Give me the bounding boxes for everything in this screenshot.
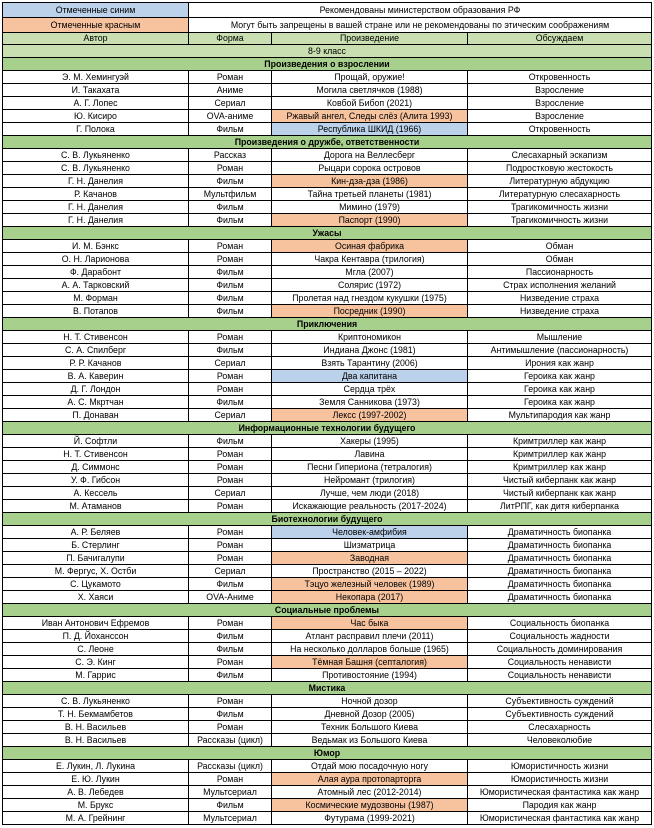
author-cell: С. В. Лукьяненко — [3, 149, 189, 162]
table-row — [2, 708, 652, 721]
table-row — [2, 123, 652, 136]
form-cell: Роман — [189, 474, 272, 487]
form-cell: Роман — [189, 331, 272, 344]
discuss-cell: Обман — [468, 253, 652, 266]
form-cell: Фильм — [189, 708, 272, 721]
work-cell: Техник Большого Киева — [272, 721, 468, 734]
table-row — [2, 149, 652, 162]
table-row — [2, 175, 652, 188]
work-cell: Рыцари сорока островов — [272, 162, 468, 175]
form-cell: Роман — [189, 461, 272, 474]
author-cell: Д. Симмонс — [3, 461, 189, 474]
discuss-cell: Субъективность суждений — [468, 695, 652, 708]
table-row — [2, 71, 652, 84]
author-cell: М. Фергус, Х. Остби — [3, 565, 189, 578]
author-cell: М. Форман — [3, 292, 189, 305]
discuss-cell: Чистый киберпанк как жанр — [468, 487, 652, 500]
work-cell: Пролетая над гнездом кукушки (1975) — [272, 292, 468, 305]
form-cell: Мультфильм — [189, 188, 272, 201]
author-cell: Н. Т. Стивенсон — [3, 448, 189, 461]
author-cell: В. А. Каверин — [3, 370, 189, 383]
work-cell: Лучше, чем люди (2018) — [272, 487, 468, 500]
work-cell: Посредник (1990) — [272, 305, 468, 318]
table-row — [2, 591, 652, 604]
table-row — [2, 396, 652, 409]
author-cell: А. С. Мкртчан — [3, 396, 189, 409]
work-cell: Индиана Джонс (1981) — [272, 344, 468, 357]
work-cell: Противостояние (1994) — [272, 669, 468, 682]
author-cell: Г. Н. Данелия — [3, 214, 189, 227]
form-cell: Фильм — [189, 266, 272, 279]
section-header: Мистика — [2, 682, 652, 695]
work-cell: Человек-амфибия — [272, 526, 468, 539]
table-row — [2, 786, 652, 799]
author-cell: О. Н. Ларионова — [3, 253, 189, 266]
author-cell: С. В. Лукьяненко — [3, 695, 189, 708]
author-cell: С. Э. Кинг — [3, 656, 189, 669]
author-cell: Иван Антонович Ефремов — [3, 617, 189, 630]
discuss-cell: Социальность жадности — [468, 630, 652, 643]
section-header: Юмор — [2, 747, 652, 760]
author-cell: А. Р. Беляев — [3, 526, 189, 539]
work-cell: Атлант расправил плечи (2011) — [272, 630, 468, 643]
table-row — [2, 617, 652, 630]
table-row — [2, 461, 652, 474]
discuss-cell: Драматичность биопанка — [468, 526, 652, 539]
form-cell: Роман — [189, 370, 272, 383]
discuss-cell: Юмористическая фантастика как жанр — [468, 812, 652, 825]
author-cell: П. Д. Йохансcон — [3, 630, 189, 643]
discuss-cell: Кримтриллер как жанр — [468, 461, 652, 474]
table-row — [2, 344, 652, 357]
table-row — [2, 474, 652, 487]
discuss-cell: Слесахарность — [468, 721, 652, 734]
work-cell: Ржавый ангел, Следы слёз (Алита 1993) — [272, 110, 468, 123]
work-cell: Ведьмак из Большого Киева — [272, 734, 468, 747]
table-row — [2, 721, 652, 734]
discuss-cell: Литературную слесахарность — [468, 188, 652, 201]
work-cell: Сердца трёх — [272, 383, 468, 396]
table-row — [2, 305, 652, 318]
author-cell: Б. Стерлинг — [3, 539, 189, 552]
discuss-cell: Низведение страха — [468, 292, 652, 305]
author-cell: Д. Г. Лондон — [3, 383, 189, 396]
discuss-cell: Трагикомичность жизни — [468, 201, 652, 214]
form-cell: Фильм — [189, 799, 272, 812]
discuss-cell: Социальность ненависти — [468, 656, 652, 669]
form-cell: Рассказы (цикл) — [189, 734, 272, 747]
author-cell: М. Брукс — [3, 799, 189, 812]
author-cell: А. Кессель — [3, 487, 189, 500]
form-cell: OVA-Аниме — [189, 591, 272, 604]
work-cell: Кин-дза-дза (1986) — [272, 175, 468, 188]
discuss-cell: Драматичность биопанка — [468, 552, 652, 565]
author-cell: У. Ф. Гибсон — [3, 474, 189, 487]
work-cell: Шизматрица — [272, 539, 468, 552]
table-row — [2, 552, 652, 565]
work-cell: Тайна третьей планеты (1981) — [272, 188, 468, 201]
discuss-cell: Мультипародия как жанр — [468, 409, 652, 422]
discuss-cell: Откровенность — [468, 123, 652, 136]
author-cell: Р. Р. Качанов — [3, 357, 189, 370]
discuss-cell: Литературную абдукцию — [468, 175, 652, 188]
form-cell: Фильм — [189, 305, 272, 318]
form-cell: Фильм — [189, 669, 272, 682]
author-cell: А. Г. Лопес — [3, 97, 189, 110]
discuss-cell: Юмористичность жизни — [468, 760, 652, 773]
author-cell: С. В. Лукьяненко — [3, 162, 189, 175]
table-row — [2, 162, 652, 175]
author-cell: А. В. Лебедев — [3, 786, 189, 799]
work-cell: Ковбой Бибоп (2021) — [272, 97, 468, 110]
work-cell: Час быка — [272, 617, 468, 630]
form-cell: Сериал — [189, 97, 272, 110]
work-cell: Заводная — [272, 552, 468, 565]
reading-list-sheet — [2, 2, 652, 825]
table-row — [2, 383, 652, 396]
table-row — [2, 695, 652, 708]
work-cell: Два капитана — [272, 370, 468, 383]
table-row — [2, 110, 652, 123]
form-cell: Мультсериал — [189, 812, 272, 825]
table-row — [2, 253, 652, 266]
section-header: Биотехнологии будущего — [2, 513, 652, 526]
work-cell: Дорога на Веллесберг — [272, 149, 468, 162]
discuss-cell: Взросление — [468, 110, 652, 123]
author-cell: Э. М. Хемингуэй — [3, 71, 189, 84]
discuss-cell: Слесахарный эскапизм — [468, 149, 652, 162]
author-cell: Г. Н. Данелия — [3, 175, 189, 188]
work-cell: Тёмная Башня (септалогия) — [272, 656, 468, 669]
discuss-cell: Драматичность биопанка — [468, 578, 652, 591]
table-row — [2, 357, 652, 370]
form-cell: Фильм — [189, 279, 272, 292]
table-row — [2, 643, 652, 656]
author-cell: П. Бачигалупи — [3, 552, 189, 565]
form-cell: Мультсериал — [189, 786, 272, 799]
table-row — [2, 500, 652, 513]
form-cell: Фильм — [189, 344, 272, 357]
form-cell: Фильм — [189, 435, 272, 448]
form-cell: Рассказы (цикл) — [189, 760, 272, 773]
discuss-cell: Героика как жанр — [468, 396, 652, 409]
form-cell: Роман — [189, 500, 272, 513]
form-cell: Сериал — [189, 565, 272, 578]
work-cell: Алая аура протопарторга — [272, 773, 468, 786]
discuss-cell: Героика как жанр — [468, 383, 652, 396]
grade-row: 8-9 класс — [2, 45, 652, 58]
work-cell: Искажающие реальность (2017-2024) — [272, 500, 468, 513]
discuss-cell: Субъективность суждений — [468, 708, 652, 721]
discuss-cell: Подростковую жестокость — [468, 162, 652, 175]
section-header: Информационные технологии будущего — [2, 422, 652, 435]
discuss-cell: Ирония как жанр — [468, 357, 652, 370]
work-cell: Космические мудозвоны (1987) — [272, 799, 468, 812]
work-cell: На несколько долларов больше (1965) — [272, 643, 468, 656]
table-row — [2, 97, 652, 110]
column-header-discuss: Обсуждаем — [468, 33, 652, 45]
form-cell: Роман — [189, 448, 272, 461]
form-cell: Роман — [189, 617, 272, 630]
work-cell: Мгла (2007) — [272, 266, 468, 279]
author-cell: Х. Хаяси — [3, 591, 189, 604]
form-cell: Роман — [189, 71, 272, 84]
work-cell: Республика ШКИД (1966) — [272, 123, 468, 136]
work-cell: Тэцуо железный человек (1989) — [272, 578, 468, 591]
author-cell: П. Донаван — [3, 409, 189, 422]
discuss-cell: Кримтриллер как жанр — [468, 435, 652, 448]
discuss-cell: Социальность доминирования — [468, 643, 652, 656]
form-cell: Фильм — [189, 201, 272, 214]
author-cell: Е. Лукин, Л. Лукина — [3, 760, 189, 773]
discuss-cell: Взросление — [468, 97, 652, 110]
author-cell: И. Такахата — [3, 84, 189, 97]
form-cell: Аниме — [189, 84, 272, 97]
form-cell: Роман — [189, 656, 272, 669]
author-cell: Е. Ю. Лукин — [3, 773, 189, 786]
author-cell: С. Цукамото — [3, 578, 189, 591]
work-cell: Паспорт (1990) — [272, 214, 468, 227]
work-cell: Мимино (1979) — [272, 201, 468, 214]
form-cell: Фильм — [189, 214, 272, 227]
section-header: Произведения о взрослении — [2, 58, 652, 71]
discuss-cell: Социальность ненависти — [468, 669, 652, 682]
discuss-cell: Чистый киберпанк как жанр — [468, 474, 652, 487]
table-row — [2, 656, 652, 669]
column-header-work: Произведение — [272, 33, 468, 45]
author-cell: В. Н. Васильев — [3, 734, 189, 747]
work-cell: Прощай, оружие! — [272, 71, 468, 84]
author-cell: Ф. Дарабонт — [3, 266, 189, 279]
discuss-cell: Драматичность биопанка — [468, 565, 652, 578]
form-cell: Роман — [189, 253, 272, 266]
section-header: Социальные проблемы — [2, 604, 652, 617]
table-row — [2, 760, 652, 773]
author-cell: М. А. Грейнинг — [3, 812, 189, 825]
column-header-row — [2, 33, 652, 45]
author-cell: В. Потапов — [3, 305, 189, 318]
work-cell: Лексс (1997-2002) — [272, 409, 468, 422]
table-row — [2, 279, 652, 292]
work-cell: Лавина — [272, 448, 468, 461]
table-row — [2, 578, 652, 591]
table-row — [2, 266, 652, 279]
section-header: Произведения о дружбе, ответственности — [2, 136, 652, 149]
author-cell: Н. Т. Стивенсон — [3, 331, 189, 344]
author-cell: А. А. Тарковский — [3, 279, 189, 292]
table-row — [2, 84, 652, 97]
table-row — [2, 799, 652, 812]
form-cell: Фильм — [189, 123, 272, 136]
work-cell: Отдай мою посадочную ногу — [272, 760, 468, 773]
table-body — [2, 58, 652, 825]
form-cell: Фильм — [189, 630, 272, 643]
column-header-author: Автор — [3, 33, 189, 45]
discuss-cell: Страх исполнения желаний — [468, 279, 652, 292]
table-row — [2, 565, 652, 578]
table-row — [2, 370, 652, 383]
form-cell: Роман — [189, 773, 272, 786]
form-cell: Сериал — [189, 357, 272, 370]
discuss-cell: ЛитРПГ, как дитя киберпанка — [468, 500, 652, 513]
discuss-cell: Героика как жанр — [468, 370, 652, 383]
table-row — [2, 448, 652, 461]
section-header: Приключения — [2, 318, 652, 331]
form-cell: Роман — [189, 162, 272, 175]
form-cell: Роман — [189, 539, 272, 552]
discuss-cell: Пассионарность — [468, 266, 652, 279]
legend-blue-key: Отмеченные синим — [3, 3, 189, 18]
form-cell: Сериал — [189, 409, 272, 422]
discuss-cell: Мышление — [468, 331, 652, 344]
table-row — [2, 734, 652, 747]
form-cell: Фильм — [189, 175, 272, 188]
legend-row-red — [2, 18, 652, 33]
table-row — [2, 240, 652, 253]
work-cell: Хакеры (1995) — [272, 435, 468, 448]
discuss-cell: Человеколюбие — [468, 734, 652, 747]
table-row — [2, 669, 652, 682]
author-cell: С. А. Спилберг — [3, 344, 189, 357]
author-cell: М. Атаманов — [3, 500, 189, 513]
legend-blue-value: Рекомендованы министерством образования РФ — [189, 3, 652, 18]
work-cell: Солярис (1972) — [272, 279, 468, 292]
form-cell: Роман — [189, 383, 272, 396]
discuss-cell: Обман — [468, 240, 652, 253]
table-row — [2, 292, 652, 305]
form-cell: OVA-аниме — [189, 110, 272, 123]
table-row — [2, 331, 652, 344]
discuss-cell: Взросление — [468, 84, 652, 97]
work-cell: Дневной Дозор (2005) — [272, 708, 468, 721]
author-cell: Р. Качанов — [3, 188, 189, 201]
form-cell: Фильм — [189, 396, 272, 409]
author-cell: Г. Полока — [3, 123, 189, 136]
form-cell: Роман — [189, 526, 272, 539]
work-cell: Ночной дозор — [272, 695, 468, 708]
column-header-form: Форма — [189, 33, 272, 45]
legend-red-key: Отмеченные красным — [3, 18, 189, 33]
author-cell: Ю. Кисиро — [3, 110, 189, 123]
work-cell: Земля Санникова (1973) — [272, 396, 468, 409]
work-cell: Песни Гипериона (тетралогия) — [272, 461, 468, 474]
table-row — [2, 409, 652, 422]
table-row — [2, 487, 652, 500]
form-cell: Роман — [189, 721, 272, 734]
work-cell: Осиная фабрика — [272, 240, 468, 253]
discuss-cell: Откровенность — [468, 71, 652, 84]
discuss-cell: Низведение страха — [468, 305, 652, 318]
author-cell: Й. Софтли — [3, 435, 189, 448]
table-row — [2, 201, 652, 214]
form-cell: Роман — [189, 240, 272, 253]
work-cell: Пространство (2015 – 2022) — [272, 565, 468, 578]
table-row — [2, 188, 652, 201]
author-cell: Т. Н. Бекмамбетов — [3, 708, 189, 721]
discuss-cell: Юмористичность жизни — [468, 773, 652, 786]
discuss-cell: Антимышление (пассионарность) — [468, 344, 652, 357]
work-cell: Нейромант (трилогия) — [272, 474, 468, 487]
form-cell: Роман — [189, 695, 272, 708]
table-row — [2, 214, 652, 227]
discuss-cell: Пародия как жанр — [468, 799, 652, 812]
discuss-cell: Юмористическая фантастика как жанр — [468, 786, 652, 799]
work-cell: Криптономикон — [272, 331, 468, 344]
table-row — [2, 773, 652, 786]
author-cell: С. Леоне — [3, 643, 189, 656]
table-row — [2, 812, 652, 825]
discuss-cell: Драматичность биопанка — [468, 539, 652, 552]
author-cell: Г. Н. Данелия — [3, 201, 189, 214]
work-cell: Атомный лес (2012-2014) — [272, 786, 468, 799]
discuss-cell: Социальность биопанка — [468, 617, 652, 630]
form-cell: Фильм — [189, 292, 272, 305]
form-cell: Фильм — [189, 578, 272, 591]
discuss-cell: Трагикомичность жизни — [468, 214, 652, 227]
work-cell: Футурама (1999-2021) — [272, 812, 468, 825]
form-cell: Роман — [189, 552, 272, 565]
legend-red-value: Могут быть запрещены в вашей стране или не рекомендованы по этическим соображениям — [189, 18, 652, 33]
author-cell: М. Гаррис — [3, 669, 189, 682]
author-cell: И. М. Бэнкс — [3, 240, 189, 253]
form-cell: Сериал — [189, 487, 272, 500]
work-cell: Некопара (2017) — [272, 591, 468, 604]
table-row — [2, 630, 652, 643]
author-cell: В. Н. Васильев — [3, 721, 189, 734]
table-row — [2, 435, 652, 448]
discuss-cell: Драматичность биопанка — [468, 591, 652, 604]
work-cell: Чакра Кентавра (трилогия) — [272, 253, 468, 266]
discuss-cell: Кримтриллер как жанр — [468, 448, 652, 461]
work-cell: Могила светлячков (1988) — [272, 84, 468, 97]
section-header: Ужасы — [2, 227, 652, 240]
form-cell: Рассказ — [189, 149, 272, 162]
table-row — [2, 539, 652, 552]
table-row — [2, 526, 652, 539]
form-cell: Фильм — [189, 643, 272, 656]
work-cell: Взять Тарантину (2006) — [272, 357, 468, 370]
legend-row-blue — [2, 2, 652, 18]
